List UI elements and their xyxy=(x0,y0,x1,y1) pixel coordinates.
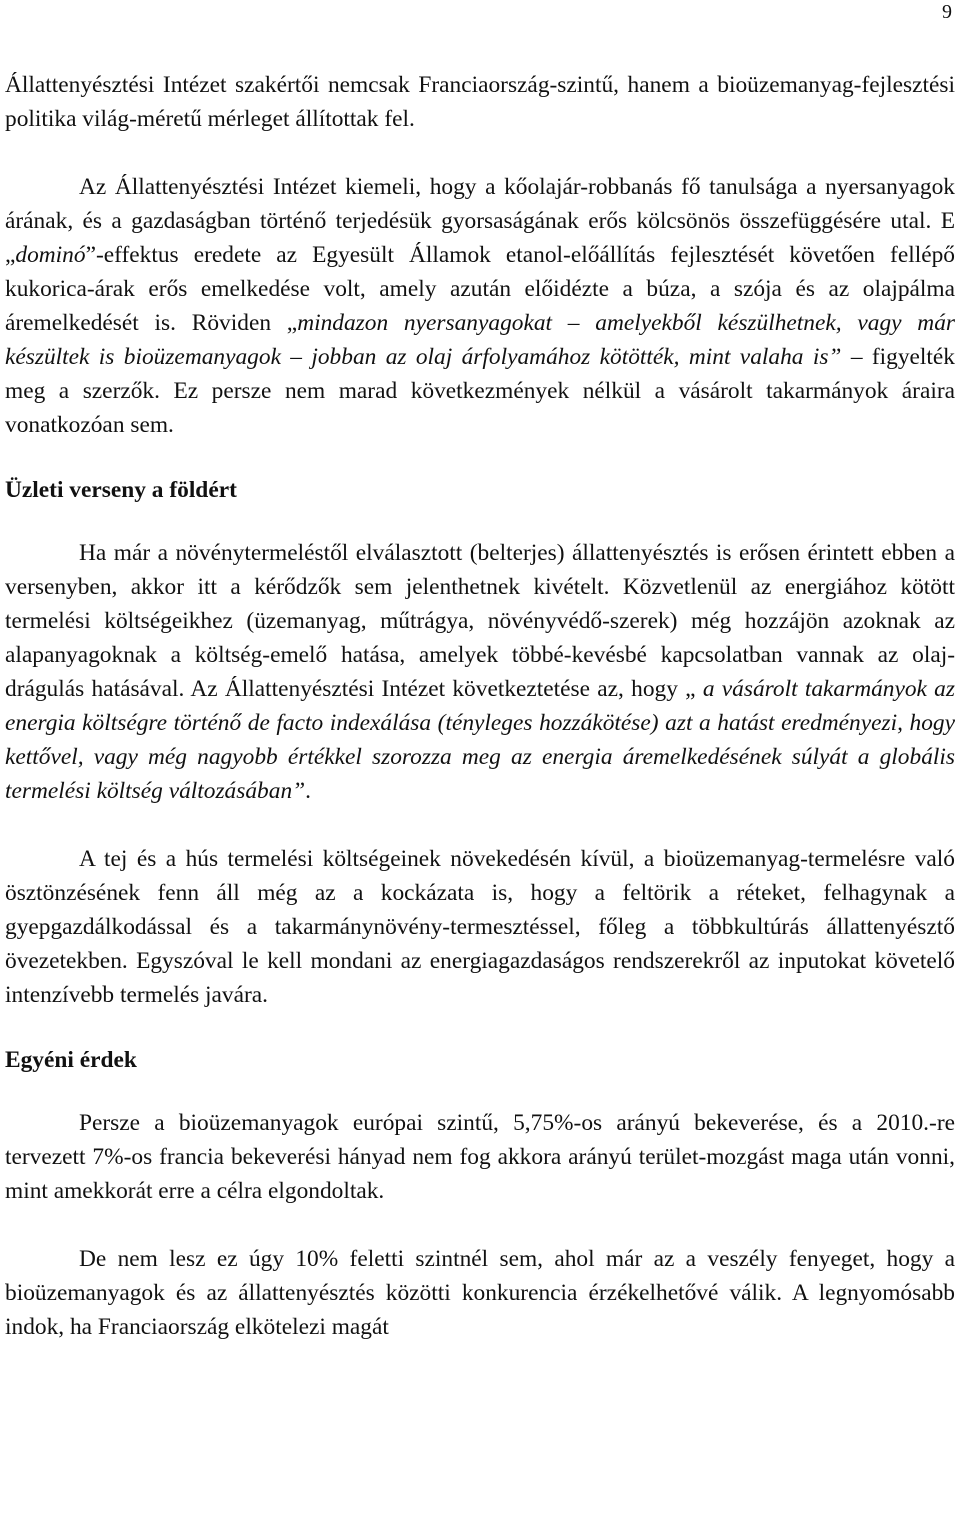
paragraph-intro: Állattenyésztési Intézet szakértői nemcsak Franciaország-szintű, hanem a bioüzemanyag-fejlesztési politika világ-méretű mérleget állítottak fel. xyxy=(5,72,955,132)
document-body xyxy=(5,68,955,1344)
paragraph-text: Ha már a növénytermeléstől elválasztott (belterjes) állattenyésztés is erősen érintett ebben a versenyben, akkor itt a kérődzők sem jelenthetnek kivételt. Közvetlenül az energiához kötött termelési költségeikhez (üzemanyag, műtrágya, növényvédő-szerek) még hozzájön azoknak az alapanyagoknak a költség-emelő hatása, amelyek többé-kevésbé kapcsolatban vannak az olaj-drágulás hatásával. Az Állattenyésztési Intézet következtetése az, hogy „ xyxy=(5,540,955,702)
page-number: 9 xyxy=(942,1,952,23)
italic-quote: mindazon nyersanyagokat – amelyekből készülhetnek, vagy már készültek is bioüzemanyagok – jobban az olaj árfolyamához kötötték, mint valaha is” xyxy=(5,310,955,370)
paragraph-text: ”-effektus eredete az Egyesült Államok etanol-előállítás fejlesztését követően fellépő kukorica-árak erős emelkedése volt, amely azután előidézte a búza, a szója és az olajpálma áremelkedését is. Röviden „ xyxy=(5,242,955,336)
paragraph-ruminants xyxy=(5,536,955,808)
paragraph-milk-meat-costs: A tej és a hús termelési költségeinek növekedésén kívül, a bioüzemanyag-termelésre való ösztönzésének fenn áll még az a kockázata is, hogy a feltörik a réteket, felhagynak a gyepgazdálkodással és a takarmánynövény-termesztéssel, főleg a többkultúrás állattenyésztő övezetekben. Egyszóval le kell mondani az energiagazdaságos rendszerekről az inputokat követelő intenzívebb termelés javára. xyxy=(5,846,955,1008)
section-heading-individual-interest: Egyéni érdek xyxy=(5,1047,137,1073)
italic-term-domino: dominó xyxy=(15,242,86,268)
paragraph-text: . xyxy=(305,778,312,804)
paragraph-text: Az Állattenyésztési Intézet kiemeli, hogy a kőolajár-robbanás fő tanulsága a nyersanyagok árának, és a gazdaságban történő terjedésük gyorsaságának erős kölcsönös összefüggésére utal. E „ xyxy=(5,174,955,268)
paragraph-blending-rates: Persze a bioüzemanyagok európai szintű, 5,75%-os arányú bekeverése, és a 2010.-re tervezett 7%-os francia bekeverési hányad nem fog akkora arányú terület-mozgást maga után vonni, mint amekkorát erre a célra elgondoltak. xyxy=(5,1110,955,1204)
italic-quote: a vásárolt takarmányok az energia költségre történő de facto indexálása (tényleges hozzákötése) azt a hatást eredményezi, hogy kettővel, vagy még nagyobb értékkel szorozza meg az energia áremelkedésének súlyát a globális termelési költség változásában” xyxy=(5,676,955,804)
paragraph-domino-effect xyxy=(5,170,955,442)
section-heading-business-competition: Üzleti verseny a földért xyxy=(5,477,237,503)
paragraph-text: – figyelték meg a szerzők. Ez persze nem marad következmények nélkül a vásárolt takarmányok áraira vonatkozóan sem. xyxy=(5,344,956,438)
paragraph-ten-percent: De nem lesz ez úgy 10% feletti szintnél sem, ahol már az a veszély fenyeget, hogy a bioüzemanyagok és az állattenyésztés közötti konkurencia érzékelhetővé válik. A legnyomósabb indok, ha Franciaország elkötelezi magát xyxy=(5,1246,955,1340)
